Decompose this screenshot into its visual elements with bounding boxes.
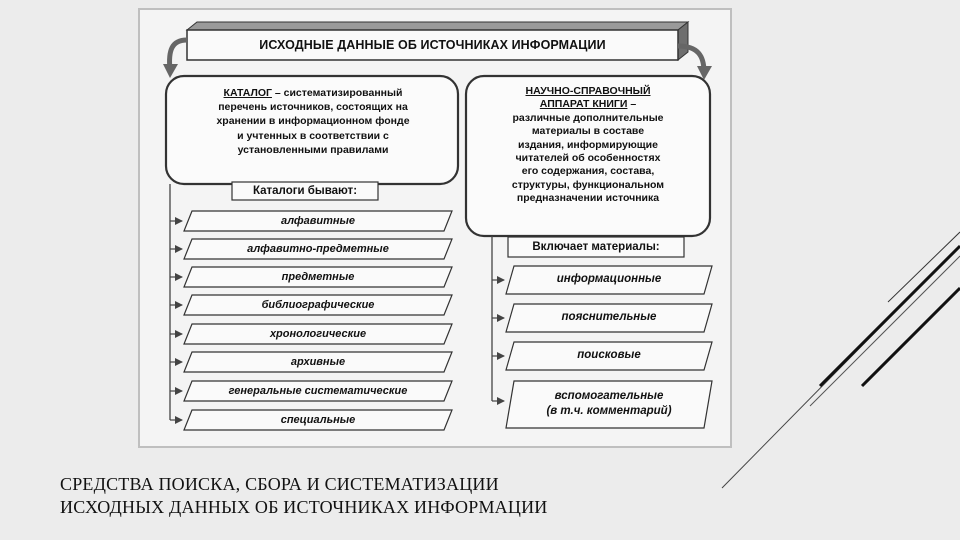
material-label: информационные xyxy=(556,273,662,285)
catalog-type-label: хронологические xyxy=(269,328,367,340)
apparatus-definition-line: предназначении источника xyxy=(516,192,660,205)
caption-line: СРЕДСТВА ПОИСКА, СБОРА И СИСТЕМАТИЗАЦИИ xyxy=(60,474,499,494)
material-label-auxiliary xyxy=(510,389,708,419)
apparatus-term-line: АППАРАТ КНИГИ xyxy=(539,98,628,111)
catalog-type-label: алфавитные xyxy=(280,215,356,227)
auxiliary-line: вспомогательные xyxy=(554,390,664,402)
apparatus-definition-line: структуры, функциональном xyxy=(511,178,665,191)
material-label: поисковые xyxy=(577,349,641,361)
catalog-term: КАТАЛОГ xyxy=(223,87,272,99)
catalog-definition xyxy=(172,86,454,157)
catalog-definition-line: хранении в информационном фонде xyxy=(216,115,410,128)
apparatus-term-line: НАУЧНО-СПРАВОЧНЫЙ xyxy=(525,85,651,97)
diagram-header: ИСХОДНЫЕ ДАННЫЕ ОБ ИСТОЧНИКАХ ИНФОРМАЦИИ xyxy=(259,38,606,52)
apparatus-definition-line: его содержания, состава, xyxy=(521,165,655,178)
catalog-type-label: библиографические xyxy=(261,299,375,311)
material-label: пояснительные xyxy=(561,311,657,323)
catalog-definition-line: установленными правилами xyxy=(237,143,389,156)
catalog-definition-line: перечень источников, состоящих на xyxy=(218,101,408,114)
apparatus-definition-line: читателей об особенностях xyxy=(515,152,661,165)
auxiliary-line: (в т.ч. комментарий) xyxy=(546,405,672,417)
catalog-types-title: Каталоги бывают: xyxy=(252,185,358,197)
apparatus-definition-line: материалы в составе xyxy=(531,125,645,138)
arrow-head-left xyxy=(163,64,178,78)
caption-line: ИСХОДНЫХ ДАННЫХ ОБ ИСТОЧНИКАХ ИНФОРМАЦИИ xyxy=(60,497,548,517)
catalog-type-label: архивные xyxy=(290,356,346,368)
catalog-type-label: генеральные систематические xyxy=(228,385,408,397)
includes-title: Включает материалы: xyxy=(532,241,660,253)
catalog-type-label: предметные xyxy=(281,271,355,283)
apparatus-definition-line: издания, информирующие xyxy=(518,138,658,151)
apparatus-definition xyxy=(470,85,706,206)
catalog-type-label: алфавитно-предметные xyxy=(247,243,389,255)
catalog-type-label: специальные xyxy=(280,414,356,426)
slide-caption xyxy=(60,473,547,519)
apparatus-definition-line: различные дополнительные xyxy=(512,111,664,124)
catalog-definition-line: – систематизированный xyxy=(274,87,403,99)
catalog-definition-line: и учтенных в соответствии с xyxy=(237,129,389,142)
apparatus-term-dash: – xyxy=(627,98,637,111)
